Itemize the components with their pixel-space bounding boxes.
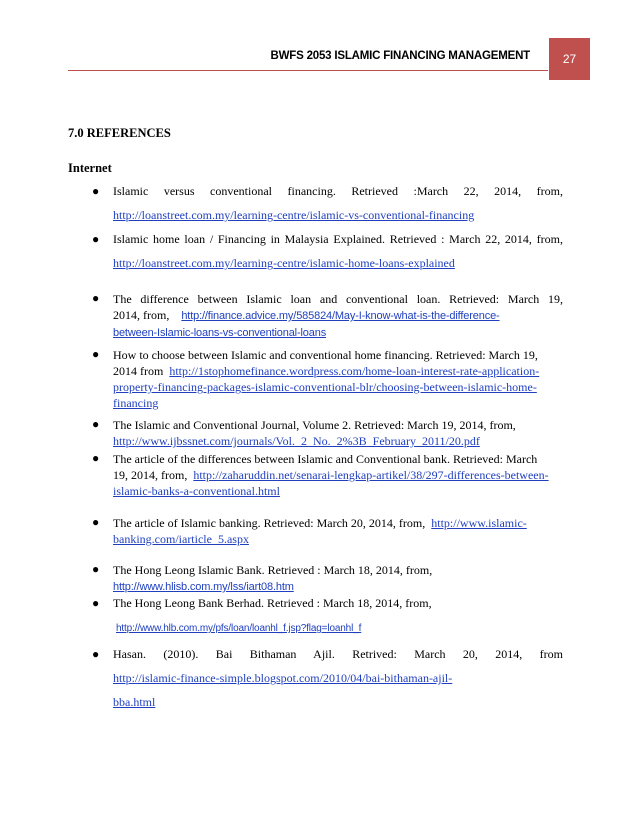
bullet-icon: ● <box>92 562 100 576</box>
reference-text: 2014, from, <box>113 308 170 322</box>
reference-link-line <box>116 620 566 635</box>
bullet-icon: ● <box>92 184 100 198</box>
bullet-icon: ● <box>92 232 100 246</box>
bullet-icon: ● <box>92 347 100 361</box>
bullet-icon: ● <box>92 417 100 431</box>
reference-item <box>113 417 563 449</box>
bullet-icon: ● <box>92 451 100 465</box>
reference-item <box>113 291 563 341</box>
reference-text: The article of Islamic banking. Retrieved: March 20, 2014, from, <box>113 516 426 530</box>
reference-text: How to choose between Islamic and conventional home financing. Retrieved: March 19, <box>113 348 538 362</box>
bullet-icon: ● <box>92 596 100 610</box>
header-title: BWFS 2053 ISLAMIC FINANCING MANAGEMENT <box>270 50 530 62</box>
reference-item <box>113 647 563 710</box>
page-number: 27 <box>549 38 590 80</box>
reference-link[interactable]: http://www.islamic- <box>431 516 527 530</box>
reference-text: The Hong Leong Islamic Bank. Retrieved : March 18, 2014, from, <box>113 563 433 577</box>
reference-link[interactable]: http://www.ijbssnet.com/journals/Vol._2_No._2%3B_February_2011/20.pdf <box>113 434 480 448</box>
reference-text: 19, 2014, from, <box>113 468 188 482</box>
bullet-icon: ● <box>92 647 100 661</box>
reference-text: The difference between Islamic loan and conventional loan. Retrieved: March 19, <box>113 292 563 306</box>
reference-link[interactable]: property-financing-packages-islamic-conventional-blr/choosing-between-islamic-home- <box>113 380 537 394</box>
reference-link[interactable]: http://www.hlisb.com.my/lss/iart08.htm <box>113 581 294 593</box>
reference-item <box>113 596 563 611</box>
reference-link[interactable]: http://loanstreet.com.my/learning-centre/islamic-vs-conventional-financing <box>113 208 475 222</box>
reference-text: Islamic home loan / Financing in Malaysia Explained. Retrieved : March 22, 2014, from, <box>113 232 563 246</box>
reference-link[interactable]: http://zaharuddin.net/senarai-lengkap-artikel/38/297-differences-between- <box>193 468 549 482</box>
reference-link[interactable]: bba.html <box>113 695 156 709</box>
reference-link[interactable]: http://1stophomefinance.wordpress.com/home-loan-interest-rate-application- <box>169 364 540 378</box>
reference-link[interactable]: http://islamic-finance-simple.blogspot.com/2010/04/bai-bithaman-ajil- <box>113 671 453 685</box>
reference-link[interactable]: banking.com/iarticle_5.aspx <box>113 532 249 546</box>
reference-item <box>113 232 563 271</box>
reference-link[interactable]: financing <box>113 396 159 410</box>
reference-text: 2014 from <box>113 364 164 378</box>
bullet-icon: ● <box>92 515 100 529</box>
reference-text: Islamic versus conventional financing. Retrieved :March 22, 2014, from, <box>113 184 563 198</box>
reference-item <box>113 451 563 499</box>
reference-text: The article of the differences between Islamic and Conventional bank. Retrieved: March <box>113 452 538 466</box>
reference-link[interactable]: http://loanstreet.com.my/learning-centre/islamic-home-loans-explained <box>113 256 455 270</box>
reference-link[interactable]: between-Islamic-loans-vs-conventional-loans <box>113 327 327 339</box>
reference-item <box>113 184 563 223</box>
reference-text: The Islamic and Conventional Journal, Volume 2. Retrieved: March 19, 2014, from, <box>113 418 516 432</box>
subsection-title: Internet <box>68 161 112 175</box>
reference-item <box>113 515 563 547</box>
reference-text: The Hong Leong Bank Berhad. Retrieved : March 18, 2014, from, <box>113 596 432 610</box>
reference-item <box>113 562 563 595</box>
bullet-icon: ● <box>92 291 100 305</box>
header-divider <box>68 70 548 71</box>
reference-link[interactable]: http://www.hlb.com.my/pfs/loan/loanhl_f.jsp?flag=loanhl_f <box>116 623 362 634</box>
section-title: 7.0 REFERENCES <box>68 126 171 140</box>
reference-link[interactable]: islamic-banks-a-conventional.html <box>113 484 280 498</box>
reference-link[interactable]: http://finance.advice.my/585824/May-I-know-what-is-the-difference- <box>181 310 500 322</box>
reference-text: Hasan. (2010). Bai Bithaman Ajil. Retrived: March 20, 2014, from <box>113 647 563 661</box>
reference-item <box>113 347 563 411</box>
